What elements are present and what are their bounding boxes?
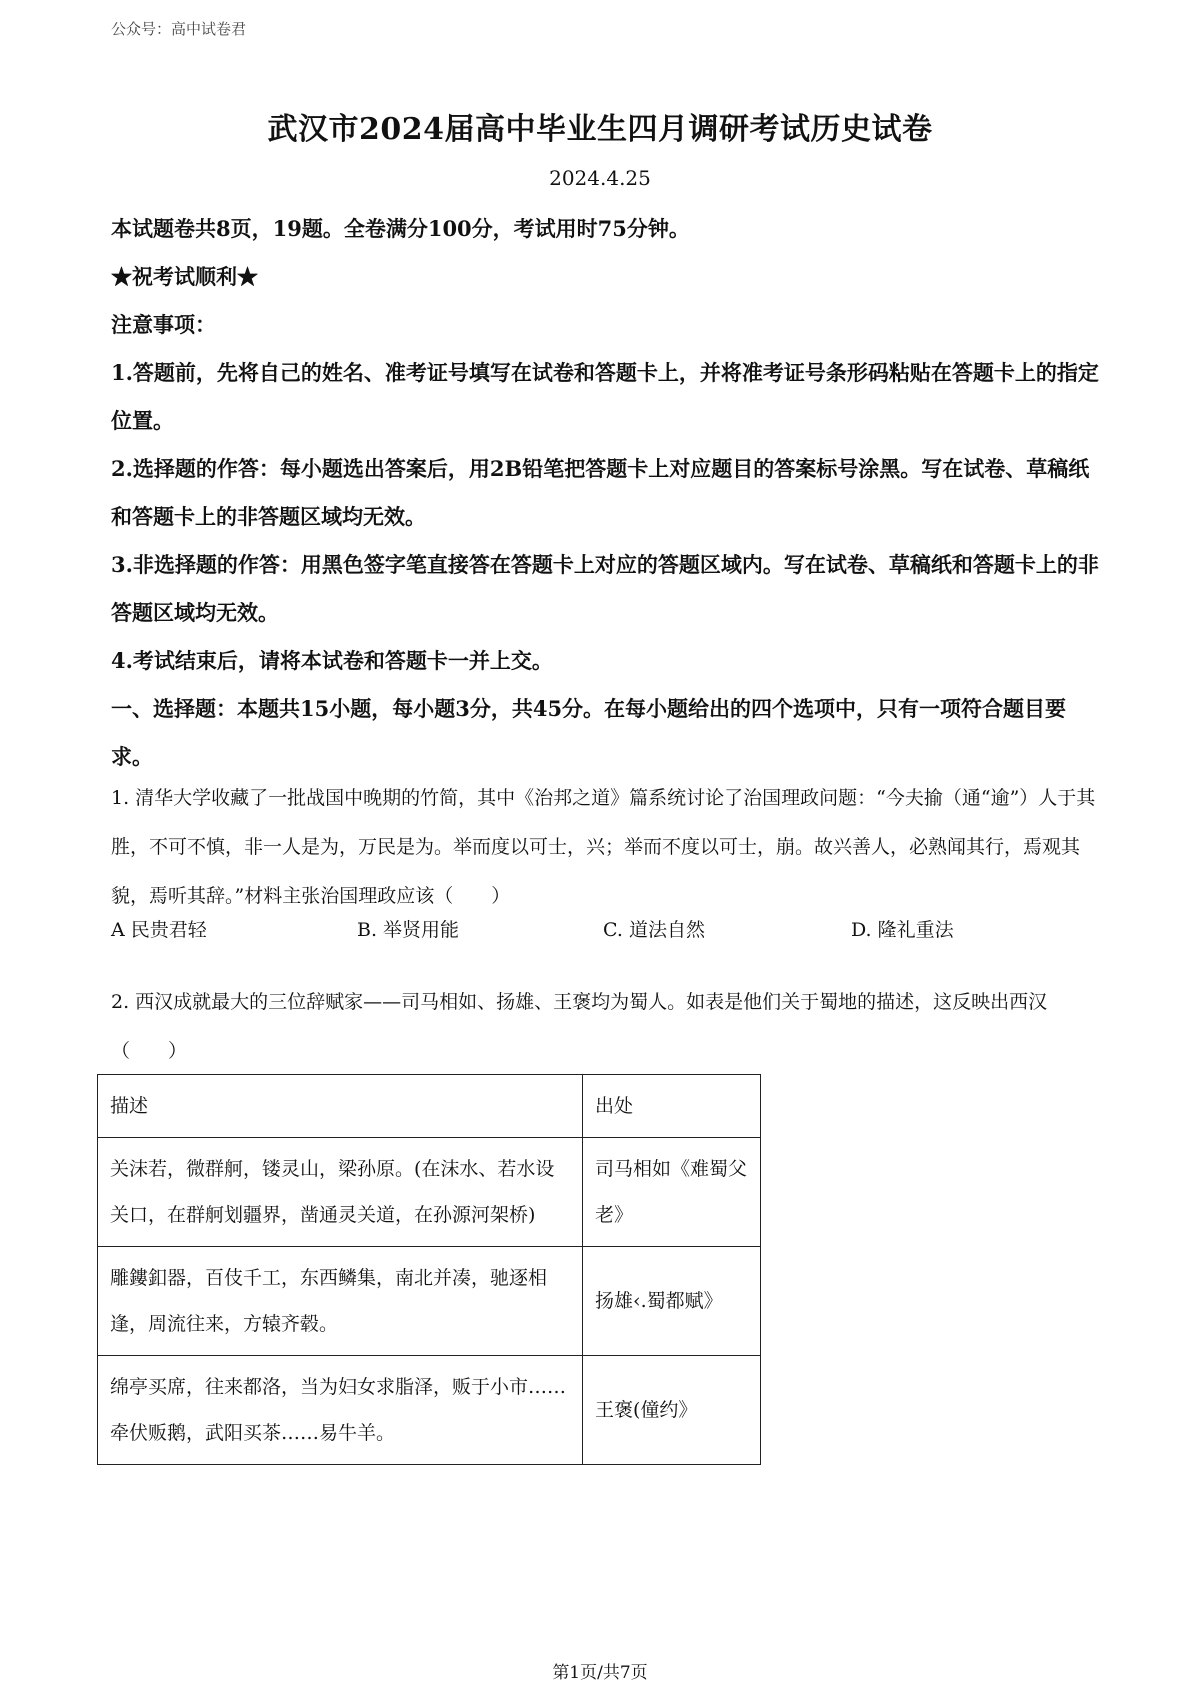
option-a: A 民贵君轻 (111, 919, 207, 941)
page-title: 武汉市2024届高中毕业生四月调研考试历史试卷 (267, 112, 933, 147)
table-header-cell: 描述 (98, 1075, 583, 1138)
exam-date: 2024.4.25 (549, 166, 651, 190)
table-cell: 绵亭买席，往来都洛，当为妇女求脂泽，贩于小市……牵伏贩鹅，武阳买茶……易牛羊。 (98, 1356, 583, 1465)
table-cell: 关沫若，微群舸，镂灵山，梁孙原。(在沫水、若水设关口，在群舸划疆界，凿通灵关道，在孙源河架桥) (98, 1138, 583, 1247)
question-1-stem: 1. 清华大学收藏了一批战国中晚期的竹简，其中《治邦之道》篇系统讨论了治国理政问题：“今夫揄（通“逾”）人于其胜，不可不慎，非一人是为，万民是为。举而度以可士，兴；举而不度以可士，崩。故兴善人，必熟闻其行，焉观其貌，焉听其辞。”材料主张治国理政应该（ ） (111, 787, 1096, 907)
option-c: C. 道法自然 (603, 919, 705, 941)
notice-item-1: 1.答题前，先将自己的姓名、准考证号填写在试卷和答题卡上，并将准考证号条形码粘贴在答题卡上的指定位置。 (111, 360, 1099, 433)
notice-item-3: 3.非选择题的作答：用黑色签字笔直接答在答题卡上对应的答题区域内。写在试卷、草稿纸和答题卡上的非答题区域均无效。 (111, 552, 1099, 625)
page-footer: 第1页/共7页 (552, 1663, 648, 1683)
table-cell: 扬雄‹.蜀都赋》 (583, 1247, 761, 1356)
section-heading: 一、选择题：本题共15小题，每小题3分，共45分。在每小题给出的四个选项中，只有一项符合题目要求。 (111, 696, 1067, 769)
table-row (98, 1138, 761, 1247)
table-cell: 王褒(僮约》 (583, 1356, 761, 1465)
watermark: 公众号：高中试卷君 (111, 20, 247, 38)
wish-text: ★祝考试顺利★ (111, 264, 258, 289)
question-2-stem: 2. 西汉成就最大的三位辞赋家——司马相如、扬雄、王褒均为蜀人。如表是他们关于蜀地的描述，这反映出西汉（ ） (111, 991, 1048, 1062)
notice-heading: 注意事项： (111, 312, 216, 337)
option-b: B. 举贤用能 (357, 919, 460, 941)
question-1-options (111, 915, 1101, 955)
source-table (97, 1074, 761, 1465)
table-cell: 司马相如《难蜀父老》 (583, 1138, 761, 1247)
option-d: D. 隆礼重法 (851, 919, 954, 941)
table-row (98, 1247, 761, 1356)
intro-text: 本试题卷共8页，19题。全卷满分100分，考试用时75分钟。 (111, 216, 690, 241)
notice-item-2: 2.选择题的作答：每小题选出答案后，用2B铅笔把答题卡上对应题目的答案标号涂黑。写在试卷、草稿纸和答题卡上的非答题区域均无效。 (111, 456, 1090, 529)
table-cell: 雕鏤釦器，百伎千工，东西鳞集，南北并凑，驰逐相逢，周流往来，方辕齐毂。 (98, 1247, 583, 1356)
table-row (98, 1356, 761, 1465)
table-header-cell: 出处 (583, 1075, 761, 1138)
notice-item-4: 4.考试结束后，请将本试卷和答题卡一并上交。 (111, 648, 553, 673)
table-header-row (98, 1075, 761, 1138)
